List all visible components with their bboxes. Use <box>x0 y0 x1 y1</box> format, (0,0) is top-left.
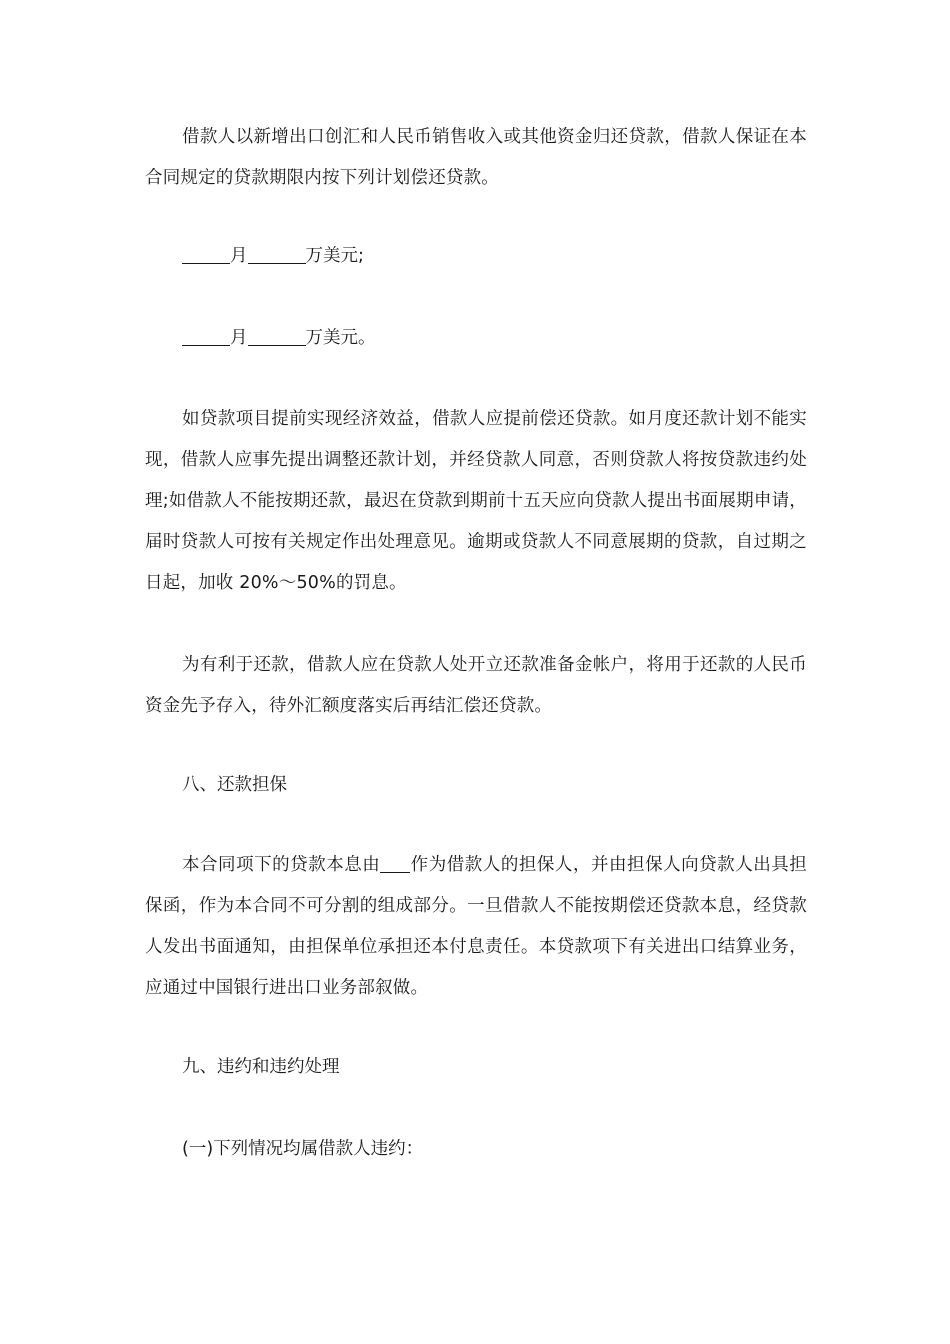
amount-blank <box>248 325 306 346</box>
paragraph-guarantee <box>145 845 807 1009</box>
amount-suffix: 万美元; <box>305 246 364 266</box>
month-blank <box>182 243 230 264</box>
month-blank <box>182 325 230 346</box>
section-heading-8: 八、还款担保 <box>182 775 287 795</box>
paragraph-repayment-source: 借款人以新增出口创汇和人民币销售收入或其他资金归还贷款，借款人保证在本合同规定的贷款期限内按下列计划偿还贷款。 <box>145 127 807 188</box>
schedule-line-2 <box>145 318 807 359</box>
paragraph-early-repayment: 如贷款项目提前实现经济效益，借款人应提前偿还贷款。如月度还款计划不能实现，借款人应事先提出调整还款计划，并经贷款人同意，否则贷款人将按贷款违约处理;如借款人不能按期还款，最迟在贷款到期前十五天应向贷款人提出书面展期申请，届时贷款人可按有关规定作出处理意见。逾期或贷款人不同意展期的贷款，自过期之日起，加收 20%～50%的罚息。 <box>145 409 807 593</box>
month-label: 月 <box>230 328 248 348</box>
guarantor-blank <box>380 852 410 873</box>
guarantee-text-rest: 作为借款人的担保人，并由担保人向贷款人出具担保函，作为本合同不可分割的组成部分。一旦借款人不能按期偿还贷款本息，经贷款人发出书面通知，由担保单位承担还本付息责任。本贷款项下有关进出口结算业务，应通过中国银行进出口业务部叙做。 <box>145 855 808 998</box>
month-label: 月 <box>230 246 248 266</box>
section-heading-9: 九、违约和违约处理 <box>182 1057 340 1077</box>
schedule-line-1 <box>145 236 807 277</box>
list-item-default-1: (一)下列情况均属借款人违约： <box>182 1139 424 1159</box>
paragraph-reserve-account: 为有利于还款，借款人应在贷款人处开立还款准备金帐户，将用于还款的人民币资金先予存入，待外汇额度落实后再结汇偿还贷款。 <box>145 655 807 716</box>
guarantee-text-start: 本合同项下的贷款本息由 <box>182 855 381 875</box>
amount-blank <box>248 243 306 264</box>
amount-suffix: 万美元。 <box>305 328 376 348</box>
